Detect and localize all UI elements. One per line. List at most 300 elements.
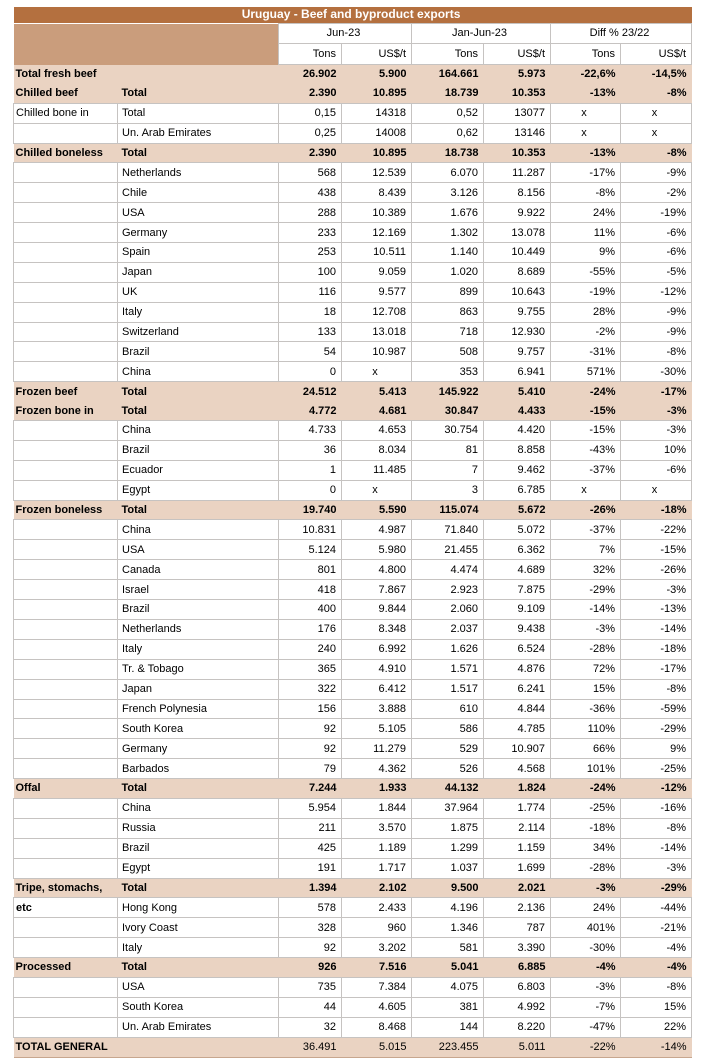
value-cell: 568 [279,163,342,183]
label-cell: USA [118,977,279,997]
label-cell: Un. Arab Emirates [118,123,279,143]
value-cell: 191 [279,858,342,878]
table-row [14,958,692,978]
label-cell: Japan [118,262,279,282]
value-cell: -30% [551,938,621,958]
value-cell: 353 [412,362,484,382]
value-cell: -3% [621,580,692,600]
category-cell [14,818,118,838]
label-cell: Brazil [118,440,279,460]
value-cell: -6% [621,460,692,480]
value-cell: 0,52 [412,103,484,123]
value-cell: 6.412 [342,679,412,699]
label-cell: China [118,362,279,382]
label-cell: Total [118,103,279,123]
label-cell: China [118,421,279,441]
value-cell: 5.954 [279,798,342,818]
value-cell: -26% [621,560,692,580]
value-cell: 529 [412,739,484,759]
value-cell: 72% [551,659,621,679]
label-cell: Un. Arab Emirates [118,1017,279,1037]
table-row [14,163,692,183]
header-corner-block [14,24,279,65]
value-cell: 8.439 [342,183,412,203]
table-row [14,342,692,362]
value-cell: 10.907 [484,739,551,759]
table-row [14,719,692,739]
value-cell: -25% [621,759,692,779]
value-cell: 12.169 [342,223,412,243]
table-row [14,858,692,878]
value-cell: -6% [621,223,692,243]
value-cell: 15% [551,679,621,699]
table-row [14,183,692,203]
label-cell: Barbados [118,759,279,779]
value-cell: 1.875 [412,818,484,838]
value-cell: 1 [279,460,342,480]
value-cell: -29% [551,580,621,600]
value-cell: 13.018 [342,322,412,342]
value-cell: 322 [279,679,342,699]
value-cell: -22% [551,1037,621,1057]
label-cell: Egypt [118,858,279,878]
value-cell: 4.689 [484,560,551,580]
value-cell: 24.512 [279,382,342,401]
value-cell: -3% [621,858,692,878]
value-cell: 735 [279,977,342,997]
value-cell: 9.757 [484,342,551,362]
value-cell: 4.772 [279,401,342,420]
category-cell [14,619,118,639]
value-cell: 8.156 [484,183,551,203]
value-cell: 5.672 [484,500,551,520]
value-cell: 2.433 [342,898,412,918]
value-cell: -6% [621,243,692,263]
table-row [14,818,692,838]
value-cell: -9% [621,163,692,183]
value-cell: 578 [279,898,342,918]
value-cell: 28% [551,302,621,322]
value-cell: 37.964 [412,798,484,818]
category-cell: Processed [14,958,118,978]
table-row [14,322,692,342]
value-cell: -47% [551,1017,621,1037]
value-cell: 233 [279,223,342,243]
value-cell: 1.394 [279,878,342,898]
value-cell: 1.302 [412,223,484,243]
label-cell: Total [118,84,279,103]
label-cell: Germany [118,739,279,759]
category-cell [14,342,118,362]
value-cell: -12% [621,779,692,799]
value-cell: 2.060 [412,600,484,620]
category-cell [14,421,118,441]
table-row [14,699,692,719]
table-row [14,540,692,560]
value-cell: 508 [412,342,484,362]
label-cell [118,65,279,84]
value-cell: -8% [621,342,692,362]
category-cell [14,362,118,382]
value-cell: 10.643 [484,282,551,302]
value-cell: -2% [551,322,621,342]
value-cell: 6.992 [342,639,412,659]
value-cell: -55% [551,262,621,282]
value-cell: -24% [551,382,621,401]
value-cell: -16% [621,798,692,818]
value-cell: -15% [551,421,621,441]
value-cell: 24% [551,203,621,223]
value-cell: 34% [551,838,621,858]
value-cell: 365 [279,659,342,679]
value-cell: -22,6% [551,65,621,84]
table-row [14,84,692,103]
table-row [14,500,692,520]
category-cell [14,838,118,858]
value-cell: 610 [412,699,484,719]
col-group-diff-pct: Diff % 23/22 [551,24,692,44]
value-cell: 1.699 [484,858,551,878]
value-cell: 176 [279,619,342,639]
value-cell: -13% [551,143,621,163]
value-cell: 438 [279,183,342,203]
value-cell: 2.021 [484,878,551,898]
value-cell: 5.413 [342,382,412,401]
category-cell: Chilled bone in [14,103,118,123]
value-cell: 328 [279,918,342,938]
value-cell: 4.987 [342,520,412,540]
value-cell: 526 [412,759,484,779]
value-cell: 7.875 [484,580,551,600]
value-cell: -13% [621,600,692,620]
value-cell: 1.676 [412,203,484,223]
table-row [14,440,692,460]
value-cell: 3.202 [342,938,412,958]
value-cell: -26% [551,500,621,520]
label-cell: Total [118,500,279,520]
table-row [14,460,692,480]
label-cell: Netherlands [118,163,279,183]
value-cell: 6.803 [484,977,551,997]
label-cell: Russia [118,818,279,838]
value-cell: 7 [412,460,484,480]
value-cell: 32% [551,560,621,580]
value-cell: 12.930 [484,322,551,342]
value-cell: 44.132 [412,779,484,799]
value-cell: 571% [551,362,621,382]
subheader-diff-tons: Tons [551,44,621,65]
value-cell: -8% [621,679,692,699]
value-cell: 288 [279,203,342,223]
value-cell: -29% [621,878,692,898]
value-cell: 899 [412,282,484,302]
value-cell: 211 [279,818,342,838]
value-cell: 5.980 [342,540,412,560]
value-cell: 787 [484,918,551,938]
value-cell: 6.362 [484,540,551,560]
value-cell: -44% [621,898,692,918]
category-cell [14,659,118,679]
value-cell: 13146 [484,123,551,143]
value-cell: 71.840 [412,520,484,540]
label-cell: China [118,798,279,818]
category-cell [14,223,118,243]
value-cell: 4.196 [412,898,484,918]
label-cell: Ecuador [118,460,279,480]
category-cell [14,858,118,878]
value-cell: 9.500 [412,878,484,898]
value-cell: 7.867 [342,580,412,600]
value-cell: 6.241 [484,679,551,699]
value-cell: 5.410 [484,382,551,401]
table-row [14,798,692,818]
value-cell: x [342,480,412,500]
table-row [14,580,692,600]
value-cell: -4% [621,958,692,978]
value-cell: x [342,362,412,382]
table-row [14,1037,692,1057]
category-cell: Frozen beef [14,382,118,401]
subheader-jun-usdt: US$/t [342,44,412,65]
category-cell [14,520,118,540]
value-cell: -28% [551,639,621,659]
value-cell: 92 [279,739,342,759]
value-cell: 54 [279,342,342,362]
value-cell: 10.511 [342,243,412,263]
value-cell: 2.037 [412,619,484,639]
value-cell: 9.462 [484,460,551,480]
category-cell [14,600,118,620]
value-cell: 101% [551,759,621,779]
table-row [14,243,692,263]
value-cell: 14318 [342,103,412,123]
value-cell: 164.661 [412,65,484,84]
value-cell: 4.653 [342,421,412,441]
value-cell: 92 [279,938,342,958]
value-cell: -14% [621,619,692,639]
category-cell [14,183,118,203]
table-row [14,977,692,997]
category-cell [14,918,118,938]
value-cell: -2% [621,183,692,203]
value-cell: 8.220 [484,1017,551,1037]
value-cell: 1.189 [342,838,412,858]
value-cell: 4.910 [342,659,412,679]
label-cell: Total [118,382,279,401]
table-body [14,65,692,1058]
value-cell: 10.353 [484,84,551,103]
value-cell: -29% [621,719,692,739]
value-cell: 9.755 [484,302,551,322]
value-cell: 8.468 [342,1017,412,1037]
value-cell: 44 [279,997,342,1017]
value-cell: 7% [551,540,621,560]
table-row [14,619,692,639]
category-cell: Chilled boneless [14,143,118,163]
category-cell [14,997,118,1017]
value-cell: 1.299 [412,838,484,858]
value-cell: 24% [551,898,621,918]
value-cell: 10.987 [342,342,412,362]
category-cell [14,938,118,958]
value-cell: 22% [621,1017,692,1037]
label-cell: Italy [118,938,279,958]
value-cell: -9% [621,322,692,342]
value-cell: 2.136 [484,898,551,918]
value-cell: 4.785 [484,719,551,739]
value-cell: 1.933 [342,779,412,799]
value-cell: 581 [412,938,484,958]
value-cell: 5.124 [279,540,342,560]
value-cell: 586 [412,719,484,739]
value-cell: 5.072 [484,520,551,540]
column-group-row [14,24,692,44]
category-cell [14,163,118,183]
label-cell: Spain [118,243,279,263]
table-row [14,480,692,500]
label-cell: Tr. & Tobago [118,659,279,679]
label-cell: Brazil [118,838,279,858]
value-cell: 14008 [342,123,412,143]
value-cell: 11.485 [342,460,412,480]
value-cell: -28% [551,858,621,878]
value-cell: -14% [621,1037,692,1057]
value-cell: 2.114 [484,818,551,838]
value-cell: 1.844 [342,798,412,818]
value-cell: 10.389 [342,203,412,223]
value-cell: 240 [279,639,342,659]
value-cell: 12.539 [342,163,412,183]
label-cell: Italy [118,302,279,322]
table-row [14,421,692,441]
value-cell: x [551,480,621,500]
value-cell: 1.140 [412,243,484,263]
value-cell: 11.279 [342,739,412,759]
value-cell: 32 [279,1017,342,1037]
value-cell: 2.390 [279,84,342,103]
table-row [14,898,692,918]
category-cell: Tripe, stomachs, [14,878,118,898]
table-row [14,362,692,382]
value-cell: -3% [551,878,621,898]
value-cell: 3.126 [412,183,484,203]
value-cell: -13% [551,84,621,103]
value-cell: -3% [621,421,692,441]
label-cell: USA [118,203,279,223]
category-cell [14,1017,118,1037]
label-cell: Israel [118,580,279,600]
value-cell: 9.109 [484,600,551,620]
value-cell: 3.570 [342,818,412,838]
category-cell [14,203,118,223]
value-cell: 9.922 [484,203,551,223]
value-cell: 1.020 [412,262,484,282]
value-cell: 4.474 [412,560,484,580]
value-cell: 4.420 [484,421,551,441]
col-group-jan-jun-23: Jan-Jun-23 [412,24,551,44]
value-cell: 133 [279,322,342,342]
value-cell: 381 [412,997,484,1017]
table-title: Uruguay - Beef and byproduct exports [14,7,692,24]
value-cell: x [551,103,621,123]
table-row [14,282,692,302]
value-cell: 81 [412,440,484,460]
value-cell: 9% [621,739,692,759]
value-cell: -37% [551,520,621,540]
value-cell: 4.844 [484,699,551,719]
table-row [14,600,692,620]
table-row [14,143,692,163]
value-cell: -8% [551,183,621,203]
value-cell: 3 [412,480,484,500]
value-cell: 4.733 [279,421,342,441]
value-cell: -8% [621,143,692,163]
table-row [14,759,692,779]
category-cell [14,243,118,263]
value-cell: 15% [621,997,692,1017]
label-cell: Chile [118,183,279,203]
label-cell: Total [118,878,279,898]
value-cell: 1.824 [484,779,551,799]
value-cell: -14% [621,838,692,858]
value-cell: 1.626 [412,639,484,659]
table-row [14,639,692,659]
value-cell: 0,62 [412,123,484,143]
value-cell: 11.287 [484,163,551,183]
label-cell: Total [118,143,279,163]
value-cell: 9.059 [342,262,412,282]
category-cell: Frozen bone in [14,401,118,420]
exports-table [13,7,692,1058]
value-cell: 6.885 [484,958,551,978]
label-cell: Germany [118,223,279,243]
subheader-janjun-usdt: US$/t [484,44,551,65]
label-cell: Ivory Coast [118,918,279,938]
value-cell: -8% [621,818,692,838]
label-cell: USA [118,540,279,560]
category-cell [14,480,118,500]
value-cell: 66% [551,739,621,759]
category-cell [14,699,118,719]
value-cell: 1.346 [412,918,484,938]
value-cell: 5.011 [484,1037,551,1057]
value-cell: 10% [621,440,692,460]
value-cell: 11% [551,223,621,243]
table-row [14,739,692,759]
value-cell: -15% [551,401,621,420]
value-cell: 7.244 [279,779,342,799]
value-cell: 18.738 [412,143,484,163]
value-cell: 253 [279,243,342,263]
value-cell: 79 [279,759,342,779]
value-cell: -15% [621,540,692,560]
value-cell: 36.491 [279,1037,342,1057]
value-cell: 4.433 [484,401,551,420]
value-cell: 718 [412,322,484,342]
value-cell: 12.708 [342,302,412,322]
value-cell: 145.922 [412,382,484,401]
category-cell: Frozen boneless [14,500,118,520]
value-cell: 960 [342,918,412,938]
label-cell: Netherlands [118,619,279,639]
value-cell: 144 [412,1017,484,1037]
value-cell: -21% [621,918,692,938]
value-cell: 4.362 [342,759,412,779]
category-cell [14,798,118,818]
value-cell: 400 [279,600,342,620]
value-cell: 9.577 [342,282,412,302]
value-cell: -59% [621,699,692,719]
